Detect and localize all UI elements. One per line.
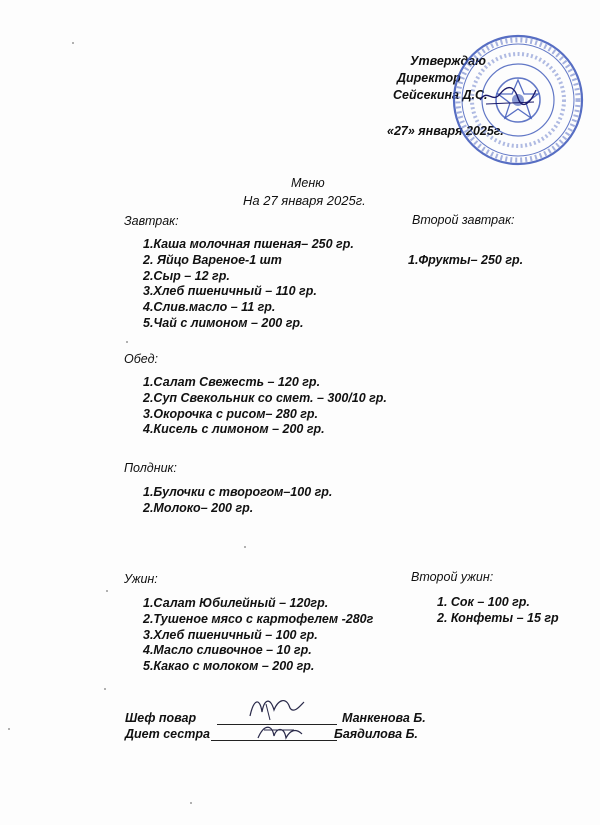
snack-item: 2.Молоко– 200 гр. [143,500,254,515]
lunch-item: 2.Суп Свекольник со смет. – 300/10 гр. [143,390,387,405]
menu-title: Меню [291,176,325,190]
lunch-heading: Обед: [124,352,158,366]
lunch-list [143,375,387,438]
second-dinner-list [437,595,559,627]
lunch-item: 4.Кисель с лимоном – 200 гр. [143,422,325,437]
scan-speck [190,802,192,804]
snack-item: 1.Булочки с творогом–100 гр. [143,485,333,499]
scan-speck [104,688,106,690]
chef-name: Манкенова Б. [342,711,426,725]
dinner-item: 5.Какао с молоком – 200 гр. [143,659,315,674]
second-dinner-item: 2. Конфеты – 15 гр [437,610,559,625]
dinner-item: 1.Салат Юбилейный – 120гр. [143,596,329,610]
scan-speck [8,728,10,730]
dinner-item: 4.Масло сливочное – 10 гр. [143,643,312,658]
director-label: Директор [397,71,461,85]
lunch-item: 3.Окорочка с рисом– 280 гр. [143,406,319,421]
nurse-signature [254,720,304,746]
second-breakfast-heading: Второй завтрак: [412,213,515,227]
chef-role: Шеф повар [125,711,197,725]
second-dinner-item: 1. Сок – 100 гр. [437,595,530,609]
breakfast-item: 4.Слив.масло – 11 гр. [143,300,276,315]
nurse-role: Диет сестра [125,727,210,741]
snack-heading: Полдник: [124,461,177,475]
scan-speck [106,590,108,592]
breakfast-item: 2. Яйцо Вареное-1 шт [143,252,282,267]
breakfast-item: 1.Каша молочная пшеная– 250 гр. [143,237,354,251]
approve-label: Утверждаю [410,54,486,68]
breakfast-item: 2.Сыр – 12 гр. [143,268,230,283]
breakfast-list [143,237,354,332]
dinner-heading: Ужин: [124,572,158,586]
approval-date: «27» января 2025г. [387,124,504,138]
scan-speck [72,42,74,44]
snack-list [143,485,332,517]
scan-speck [244,546,246,548]
lunch-item: 1.Салат Свежесть – 120 гр. [143,375,321,389]
scan-speck [126,341,128,343]
breakfast-heading: Завтрак: [124,214,179,228]
second-breakfast-item: 1.Фрукты– 250 гр. [408,253,524,267]
director-name: Сейсекина Д.С. [393,88,488,102]
second-dinner-heading: Второй ужин: [411,570,494,584]
dinner-list [143,596,373,675]
dinner-item: 3.Хлеб пшеничный – 100 гр. [143,627,318,642]
breakfast-item: 5.Чай с лимоном – 200 гр. [143,315,304,330]
dinner-item: 2.Тушеное мясо с картофелем -280г [143,611,374,626]
breakfast-item: 3.Хлеб пшеничный – 110 гр. [143,284,317,299]
menu-date: На 27 января 2025г. [243,193,366,208]
nurse-name: Баядилова Б. [334,727,418,741]
director-signature [478,84,538,108]
